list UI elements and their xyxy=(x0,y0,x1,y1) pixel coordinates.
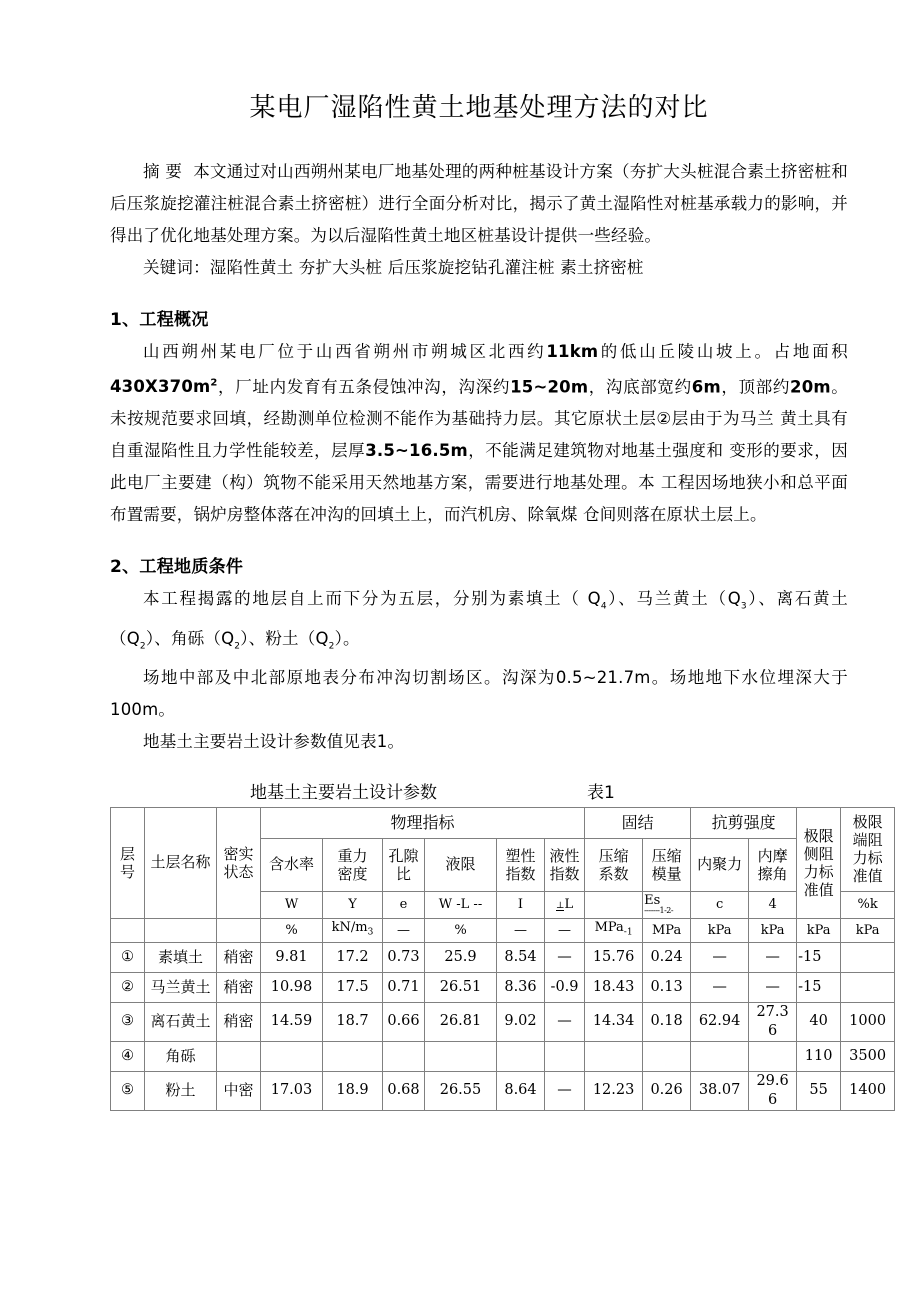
header-unit-weight: 重力 密度 xyxy=(323,838,383,891)
cell-density-state: 稍密 xyxy=(217,972,261,1002)
cell-liquidity-index: -0.9 xyxy=(545,972,585,1002)
cell-layer-no: ⑤ xyxy=(111,1071,145,1110)
header-layer-no: 层 号 xyxy=(111,807,145,918)
cell-liquidity-index: — xyxy=(545,942,585,972)
section-2-heading: 2、工程地质条件 xyxy=(110,557,244,578)
cell-end-resistance: 1000 xyxy=(841,1002,895,1041)
table-row xyxy=(111,1041,895,1071)
cell-density-state: 稍密 xyxy=(217,1002,261,1041)
abstract-text: 本文通过对山西朔州某电厂地基处理的两种桩基设计方案（夯扩大头桩混合素土挤密桩和后压浆旋挖灌注桩混合素土挤密桩）进行全面分析对比，揭示了黄土湿陷性对桩基承载力的影响，并得出了优化地基处理方案。为以后湿陷性黄土地区桩基设计提供一些经验。 xyxy=(110,161,848,245)
header-void-ratio: 孔隙 比 xyxy=(383,838,425,891)
cell-cohesion: — xyxy=(691,972,749,1002)
section-2-paragraph-1: 本工程揭露的地层自上而下分为五层，分别为素填土（ $Q_4$）、马兰黄土$(Q_3)$、离石黄土$(Q_2)$、角砾$(Q_2)$、粉土$(Q_2)$。 xyxy=(110,589,848,651)
symbol-cohesion: c xyxy=(691,891,749,918)
cell-soil-name: 马兰黄土 xyxy=(145,972,217,1002)
unit-compression-coef: MPa$_{-1}$ xyxy=(585,918,643,942)
cell-liquid-limit: 26.55 xyxy=(425,1071,497,1110)
table-body xyxy=(111,942,895,1110)
header-side-resistance: 极限 侧阻 力标 准值 xyxy=(797,807,841,918)
cell-unit-weight xyxy=(323,1041,383,1071)
cell-void-ratio xyxy=(383,1041,425,1071)
symbol-friction-angle: 4 xyxy=(749,891,797,918)
unit-friction-angle: kPa xyxy=(749,918,797,942)
cell-unit-weight: 17.2 xyxy=(323,942,383,972)
cell-friction-angle xyxy=(749,1041,797,1071)
abstract-block xyxy=(110,156,848,284)
abstract-label: 摘 要 xyxy=(143,161,183,181)
cell-side-resistance: -15 xyxy=(797,972,841,1002)
cell-layer-no: ① xyxy=(111,942,145,972)
unit-void-ratio: — xyxy=(383,918,425,942)
cell-layer-no: ④ xyxy=(111,1041,145,1071)
section-2-paragraph-3: 地基土主要岩土设计参数值见表1。 xyxy=(143,731,405,751)
cell-water-content xyxy=(261,1041,323,1071)
cell-friction-angle: 27.3 6 xyxy=(749,1002,797,1041)
header-liquidity-index: 液性 指数 xyxy=(545,838,585,891)
header-group-shear: 抗剪强度 xyxy=(691,807,797,838)
unit-plasticity-index: — xyxy=(497,918,545,942)
symbol-unit-weight: Y xyxy=(323,891,383,918)
cell-density-state xyxy=(217,1041,261,1071)
symbol-compression-coef xyxy=(585,891,643,918)
cell-soil-name: 粉土 xyxy=(145,1071,217,1110)
cell-layer-no: ③ xyxy=(111,1002,145,1041)
header-soil-name: 土层名称 xyxy=(145,807,217,918)
cell-end-resistance xyxy=(841,942,895,972)
cell-water-content: 10.98 xyxy=(261,972,323,1002)
symbol-compression-modulus: Es -------1-2- xyxy=(643,891,691,918)
cell-plasticity-index xyxy=(497,1041,545,1071)
cell-density-state: 中密 xyxy=(217,1071,261,1110)
header-liquid-limit: 液限 xyxy=(425,838,497,891)
cell-water-content: 9.81 xyxy=(261,942,323,972)
cell-void-ratio: 0.68 xyxy=(383,1071,425,1110)
symbol-end-resistance: %k xyxy=(841,891,895,918)
cell-unit-weight: 18.7 xyxy=(323,1002,383,1041)
cell-water-content: 17.03 xyxy=(261,1071,323,1110)
table-caption-title: 地基土主要岩土设计参数 xyxy=(250,782,437,803)
cell-side-resistance: 40 xyxy=(797,1002,841,1041)
cell-side-resistance: 110 xyxy=(797,1041,841,1071)
table-row xyxy=(111,1002,895,1041)
cell-plasticity-index: 8.54 xyxy=(497,942,545,972)
table-group-header-row xyxy=(111,807,895,838)
symbol-liquidity-index: ⊥ L xyxy=(545,891,585,918)
symbol-water-content: W xyxy=(261,891,323,918)
section-1-paragraph-1: 山西朔州某电厂位于山西省朔州市朔城区北西约11km的低山丘陵山坡上。占地面积$430X370m^2$，厂址内发育有五条侵蚀冲沟，沟深约15~20m，沟底部宽约6m，顶部约20m。 未按规范要求回填，经勘测单位检测不能作为基础持力层。其它原状土层②层由于为马兰 黄土具有自重湿陷性且力学性能较差，层厚3.5~16.5m，不能满足建筑物对地基土强度和 变形的要求，因此电厂主要建（构）筑物不能采用天然地基方案，需要进行地基处理。本 工程因场地狭小和总平面布置需要，锅炉房整体落在冲沟的回填土上，而汽机房、除氧煤 仓间则落在原状土层上。 xyxy=(110,341,848,525)
cell-cohesion xyxy=(691,1041,749,1071)
section-2-body xyxy=(110,583,848,758)
cell-void-ratio: 0.73 xyxy=(383,942,425,972)
cell-plasticity-index: 9.02 xyxy=(497,1002,545,1041)
cell-cohesion: — xyxy=(691,942,749,972)
cell-compression-modulus: 0.18 xyxy=(643,1002,691,1041)
unit-soil-name xyxy=(145,918,217,942)
cell-liquid-limit: 26.81 xyxy=(425,1002,497,1041)
cell-compression-modulus: 0.13 xyxy=(643,972,691,1002)
cell-liquidity-index: — xyxy=(545,1071,585,1110)
header-group-physical: 物理指标 xyxy=(261,807,585,838)
header-compression-coef: 压缩 系数 xyxy=(585,838,643,891)
cell-liquidity-index xyxy=(545,1041,585,1071)
unit-unit-weight: $kN/m_3$ xyxy=(323,918,383,942)
cell-friction-angle: — xyxy=(749,942,797,972)
table-row xyxy=(111,942,895,972)
cell-cohesion: 62.94 xyxy=(691,1002,749,1041)
section-2 xyxy=(110,553,848,758)
header-group-consolidation: 固结 xyxy=(585,807,691,838)
cell-density-state: 稍密 xyxy=(217,942,261,972)
header-end-resistance: 极限 端阻 力标 准值 xyxy=(841,807,895,891)
cell-end-resistance xyxy=(841,972,895,1002)
cell-soil-name: 离石黄土 xyxy=(145,1002,217,1041)
unit-cohesion: kPa xyxy=(691,918,749,942)
table-caption-number: 表1 xyxy=(587,782,615,803)
unit-end-resistance: kPa xyxy=(841,918,895,942)
cell-liquidity-index: — xyxy=(545,1002,585,1041)
cell-soil-name: 素填土 xyxy=(145,942,217,972)
cell-compression-coef: 12.23 xyxy=(585,1071,643,1110)
header-plasticity-index: 塑性 指数 xyxy=(497,838,545,891)
header-compression-modulus: 压缩 模量 xyxy=(643,838,691,891)
unit-liquid-limit: % xyxy=(425,918,497,942)
unit-density-state xyxy=(217,918,261,942)
cell-liquid-limit: 25.9 xyxy=(425,942,497,972)
cell-compression-modulus xyxy=(643,1041,691,1071)
section-1-heading: 1、工程概况 xyxy=(110,309,209,330)
unit-water-content: % xyxy=(261,918,323,942)
cell-plasticity-index: 8.36 xyxy=(497,972,545,1002)
header-friction-angle: 内摩 擦角 xyxy=(749,838,797,891)
cell-void-ratio: 0.66 xyxy=(383,1002,425,1041)
page-title: 某电厂湿陷性黄土地基处理方法的对比 xyxy=(249,93,709,123)
header-water-content: 含水率 xyxy=(261,838,323,891)
unit-compression-modulus: MPa xyxy=(643,918,691,942)
cell-plasticity-index: 8.64 xyxy=(497,1071,545,1110)
cell-compression-coef: 14.34 xyxy=(585,1002,643,1041)
section-1 xyxy=(110,306,848,532)
table-row xyxy=(111,1071,895,1110)
unit-liquidity-index: — xyxy=(545,918,585,942)
cell-liquid-limit: 26.51 xyxy=(425,972,497,1002)
cell-compression-modulus: 0.26 xyxy=(643,1071,691,1110)
cell-end-resistance: 3500 xyxy=(841,1041,895,1071)
cell-side-resistance: -15 xyxy=(797,942,841,972)
symbol-liquid-limit: W -L -- xyxy=(425,891,497,918)
cell-void-ratio: 0.71 xyxy=(383,972,425,1002)
cell-liquid-limit xyxy=(425,1041,497,1071)
cell-side-resistance: 55 xyxy=(797,1071,841,1110)
symbol-plasticity-index: I xyxy=(497,891,545,918)
cell-cohesion: 38.07 xyxy=(691,1071,749,1110)
unit-layer-no xyxy=(111,918,145,942)
section-2-paragraph-2: 场地中部及中北部原地表分布冲沟切割场区。沟深为0.5~21.7m。场地地下水位埋深大于100m。 xyxy=(110,667,848,719)
cell-layer-no: ② xyxy=(111,972,145,1002)
unit-side-resistance: kPa xyxy=(797,918,841,942)
cell-friction-angle: — xyxy=(749,972,797,1002)
cell-compression-coef: 15.76 xyxy=(585,942,643,972)
soil-parameters-table xyxy=(110,807,895,1111)
cell-compression-coef: 18.43 xyxy=(585,972,643,1002)
header-cohesion: 内聚力 xyxy=(691,838,749,891)
cell-compression-coef xyxy=(585,1041,643,1071)
cell-soil-name: 角砾 xyxy=(145,1041,217,1071)
cell-water-content: 14.59 xyxy=(261,1002,323,1041)
cell-unit-weight: 17.5 xyxy=(323,972,383,1002)
keywords-line: 关键词：湿陷性黄土 夯扩大头桩 后压浆旋挖钻孔灌注桩 素土挤密桩 xyxy=(143,257,644,277)
cell-friction-angle: 29.6 6 xyxy=(749,1071,797,1110)
table-caption xyxy=(110,778,848,803)
cell-compression-modulus: 0.24 xyxy=(643,942,691,972)
cell-end-resistance: 1400 xyxy=(841,1071,895,1110)
symbol-void-ratio: e xyxy=(383,891,425,918)
abstract-paragraph xyxy=(110,156,848,252)
cell-unit-weight: 18.9 xyxy=(323,1071,383,1110)
section-1-body xyxy=(110,336,848,532)
header-density-state: 密实 状态 xyxy=(217,807,261,918)
table-row xyxy=(111,972,895,1002)
table-unit-row xyxy=(111,918,895,942)
